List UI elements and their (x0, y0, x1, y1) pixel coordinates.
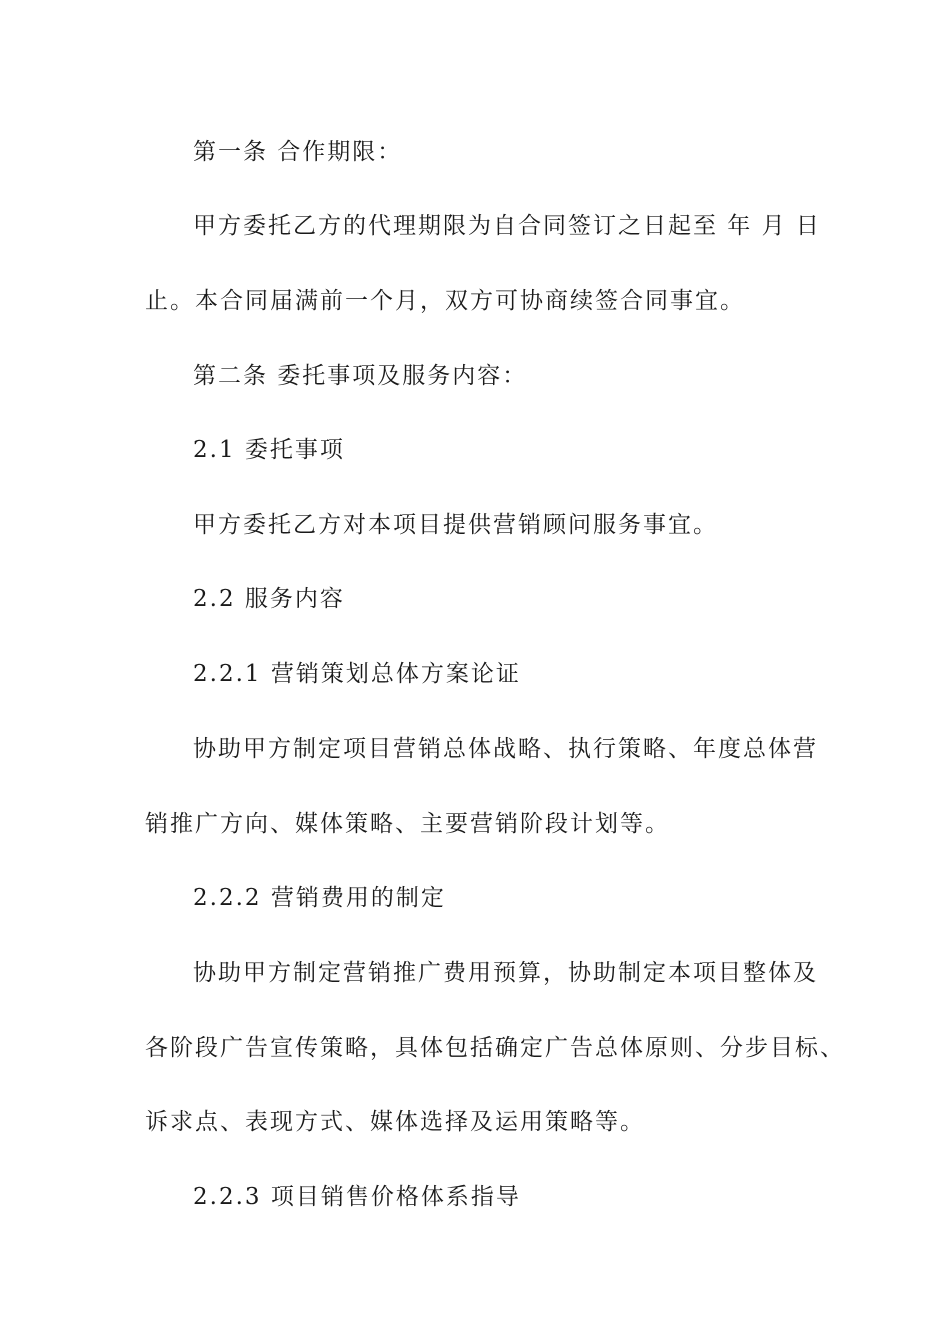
article-1-heading: 第一条 合作期限： (193, 139, 403, 165)
article-2-heading: 第二条 委托事项及服务内容： (193, 363, 528, 389)
subsection-heading: 2.2.2 营销费用的制定 (193, 885, 446, 911)
paragraph-line: 协助甲方制定项目营销总体战略、执行策略、年度总体营 (193, 736, 818, 762)
section-heading: 2.1 委托事项 (193, 437, 345, 463)
paragraph-line: 诉求点、表现方式、媒体选择及运用策略等。 (145, 1109, 645, 1135)
paragraph-line: 止。本合同届满前一个月，双方可协商续签合同事宜。 (145, 288, 745, 314)
subsection-heading: 2.2.1 营销策划总体方案论证 (193, 661, 521, 687)
subsection-heading: 2.2.3 项目销售价格体系指导 (193, 1184, 521, 1210)
paragraph-line: 协助甲方制定营销推广费用预算，协助制定本项目整体及 (193, 960, 818, 986)
paragraph-line: 销推广方向、媒体策略、主要营销阶段计划等。 (145, 811, 670, 837)
paragraph-line: 各阶段广告宣传策略，具体包括确定广告总体原则、分步目标、 (145, 1035, 845, 1061)
section-heading: 2.2 服务内容 (193, 586, 345, 612)
paragraph-line: 甲方委托乙方的代理期限为自合同签订之日起至 年 月 日 (193, 213, 821, 239)
paragraph-line: 甲方委托乙方对本项目提供营销顾问服务事宜。 (193, 512, 718, 538)
